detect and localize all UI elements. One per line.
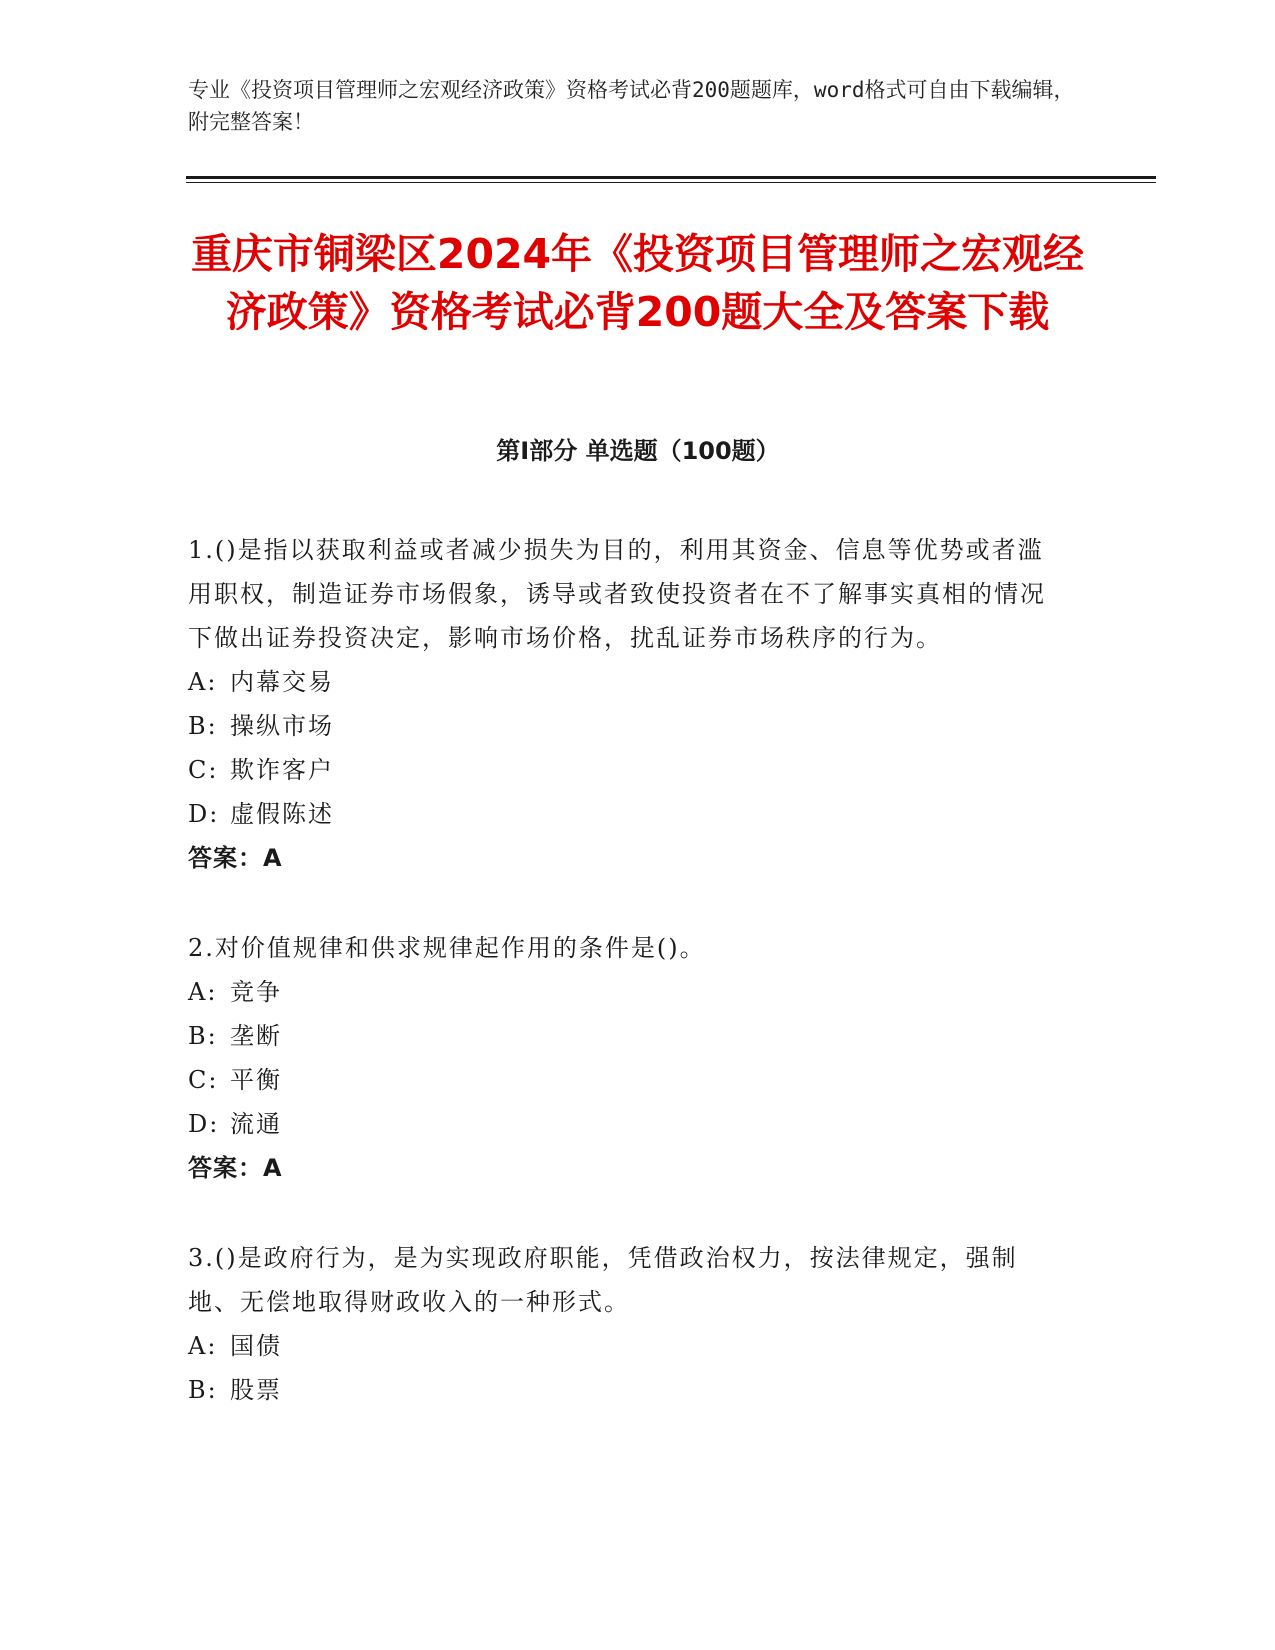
- option-a: [188, 660, 1068, 704]
- header-rule-thin: [186, 182, 1156, 183]
- header-rule-thick: [186, 176, 1156, 179]
- question-2: [188, 926, 1068, 1190]
- option-text: 垄断: [230, 1022, 282, 1050]
- option-key: A:: [188, 668, 218, 696]
- option-key: B:: [188, 1022, 218, 1050]
- question-1: [188, 528, 1068, 880]
- option-key: B:: [188, 712, 218, 740]
- question-list: [188, 528, 1068, 1458]
- option-key: D:: [188, 800, 220, 828]
- question-stem: 3.()是政府行为，是为实现政府职能，凭借政治权力，按法律规定，强制地、无偿地取得财政收入的一种形式。: [188, 1244, 1018, 1316]
- option-b: [188, 1014, 1068, 1058]
- question-3: [188, 1236, 1068, 1412]
- option-text: 操纵市场: [230, 712, 334, 740]
- option-a: [188, 1324, 1068, 1368]
- question-stem: 1.()是指以获取利益或者减少损失为目的，利用其资金、信息等优势或者滥用职权，制造证券市场假象，诱导或者致使投资者在不了解事实真相的情况下做出证券投资决定，影响市场价格，扰乱证券市场秩序的行为。: [188, 536, 1046, 652]
- option-c: [188, 748, 1068, 792]
- option-text: 流通: [230, 1110, 282, 1138]
- option-text: 国债: [230, 1332, 282, 1360]
- answer-line: 答案：A: [188, 1154, 283, 1182]
- option-text: 股票: [230, 1376, 282, 1404]
- document-title: 重庆市铜梁区2024年《投资项目管理师之宏观经济政策》资格考试必背200题大全及答案下载: [190, 230, 1085, 336]
- option-c: [188, 1058, 1068, 1102]
- option-key: C:: [188, 756, 219, 784]
- option-key: D:: [188, 1110, 220, 1138]
- option-key: A:: [188, 978, 218, 1006]
- option-text: 欺诈客户: [230, 756, 334, 784]
- option-a: [188, 970, 1068, 1014]
- option-b: [188, 1368, 1068, 1412]
- option-b: [188, 704, 1068, 748]
- option-key: C:: [188, 1066, 219, 1094]
- option-d: [188, 1102, 1068, 1146]
- section-title: 第I部分 单选题（100题）: [496, 437, 780, 465]
- option-text: 内幕交易: [230, 668, 334, 696]
- question-stem: 2.对价值规律和供求规律起作用的条件是()。: [188, 934, 706, 962]
- option-d: [188, 792, 1068, 836]
- option-key: A:: [188, 1332, 218, 1360]
- option-text: 平衡: [230, 1066, 282, 1094]
- option-text: 竞争: [230, 978, 282, 1006]
- answer-line: 答案：A: [188, 844, 283, 872]
- header-note: 专业《投资项目管理师之宏观经济政策》资格考试必背200题题库，word格式可自由下载编辑，附完整答案！: [188, 78, 1075, 134]
- option-key: B:: [188, 1376, 218, 1404]
- option-text: 虚假陈述: [230, 800, 334, 828]
